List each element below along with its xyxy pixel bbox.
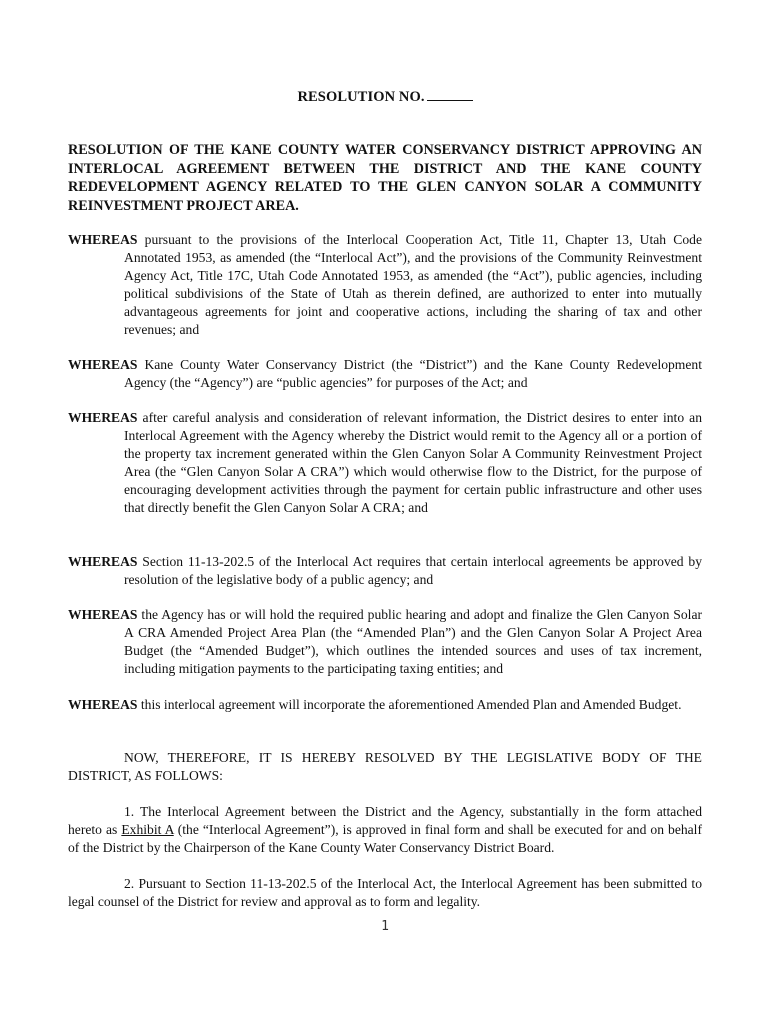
whereas-keyword: WHEREAS (68, 232, 138, 247)
whereas-keyword: WHEREAS (68, 697, 138, 712)
item1-text-start: 1. The Interlocal Agreement between the District and the Agency, substantially in the form attached hereto as (68, 804, 702, 838)
item1-text-end: (the “Interlocal Agreement”), is approved in final form and shall be executed for and on behalf of the District by the Chairperson of the Kane County Water Conservancy District Board. (68, 822, 702, 856)
whereas-clause-5 (68, 606, 702, 678)
whereas-clause-4 (68, 553, 702, 589)
page-number: 1 (381, 919, 389, 934)
whereas-clause-6 (68, 696, 702, 714)
whereas-text: the Agency has or will hold the required public hearing and adopt and finalize the Glen Canyon Solar A CRA Amended Project Area Plan (the “Amended Plan”) and the Glen Canyon Solar A Project Area Budget (the “Amended Budget”), which outlines the intended sources and uses of tax increment, including mitigation payments to the participating taxing entities; and (124, 607, 702, 677)
whereas-text: this interlocal agreement will incorporate the aforementioned Amended Plan and Amended Budget. (137, 697, 682, 712)
whereas-clause-2 (68, 356, 702, 392)
resolution-number-label: RESOLUTION NO. (297, 89, 425, 105)
resolution-number-blank (427, 88, 473, 101)
whereas-keyword: WHEREAS (68, 410, 138, 425)
exhibit-a-reference: Exhibit A (121, 822, 174, 838)
resolved-paragraph: NOW, THEREFORE, IT IS HEREBY RESOLVED BY THE LEGISLATIVE BODY OF THE DISTRICT, AS FOLLOWS: (68, 750, 702, 784)
whereas-clause-1 (68, 231, 702, 340)
whereas-text: after careful analysis and consideration of relevant information, the District desires to enter into an Interlocal Agreement with the Agency whereby the District would remit to the Agency all or a portion of the property tax increment generated within the Glen Canyon Solar A Community Reinvestment Project Area (the “Glen Canyon Solar A CRA”) which would otherwise flow to the District, for the purpose of encouraging development activities through the payment for certain public infrastructure and other uses that directly benefit the Glen Canyon Solar A CRA; and (124, 410, 702, 516)
whereas-text: pursuant to the provisions of the Interlocal Cooperation Act, Title 11, Chapter 13, Utah Code Annotated 1953, as amended (the “Interlocal Act”), and the provisions of the Community Reinvestment Agency Act, Title 17C, Utah Code Annotated 1953, as amended (the “Act”), public agencies, including political subdivisions of the State of Utah as therein defined, are authorized to enter into mutually advantageous agreements for joint and cooperative actions, including the sharing of tax and other revenues; and (124, 232, 702, 338)
resolved-item-2: 2. Pursuant to Section 11-13-202.5 of the Interlocal Act, the Interlocal Agreement has been submitted to legal counsel of the District for review and approval as to form and legality. (68, 876, 702, 910)
whereas-clause-3 (68, 409, 702, 518)
whereas-text: Section 11-13-202.5 of the Interlocal Act requires that certain interlocal agreements be approved by resolution of the legislative body of a public agency; and (124, 554, 702, 588)
whereas-text: Kane County Water Conservancy District (the “District”) and the Kane County Redevelopment Agency (the “Agency”) are “public agencies” for purposes of the Act; and (124, 357, 702, 391)
resolution-title: RESOLUTION OF THE KANE COUNTY WATER CONSERVANCY DISTRICT APPROVING AN INTERLOCAL AGREEMENT BETWEEN THE DISTRICT AND THE KANE COUNTY REDEVELOPMENT AGENCY RELATED TO THE GLEN CANYON SOLAR A COMMUNITY REINVESTMENT PROJECT AREA. (68, 142, 702, 214)
resolution-heading (0, 88, 770, 106)
whereas-keyword: WHEREAS (68, 357, 138, 372)
whereas-keyword: WHEREAS (68, 607, 138, 622)
whereas-keyword: WHEREAS (68, 554, 138, 569)
resolved-item-1 (68, 803, 702, 857)
